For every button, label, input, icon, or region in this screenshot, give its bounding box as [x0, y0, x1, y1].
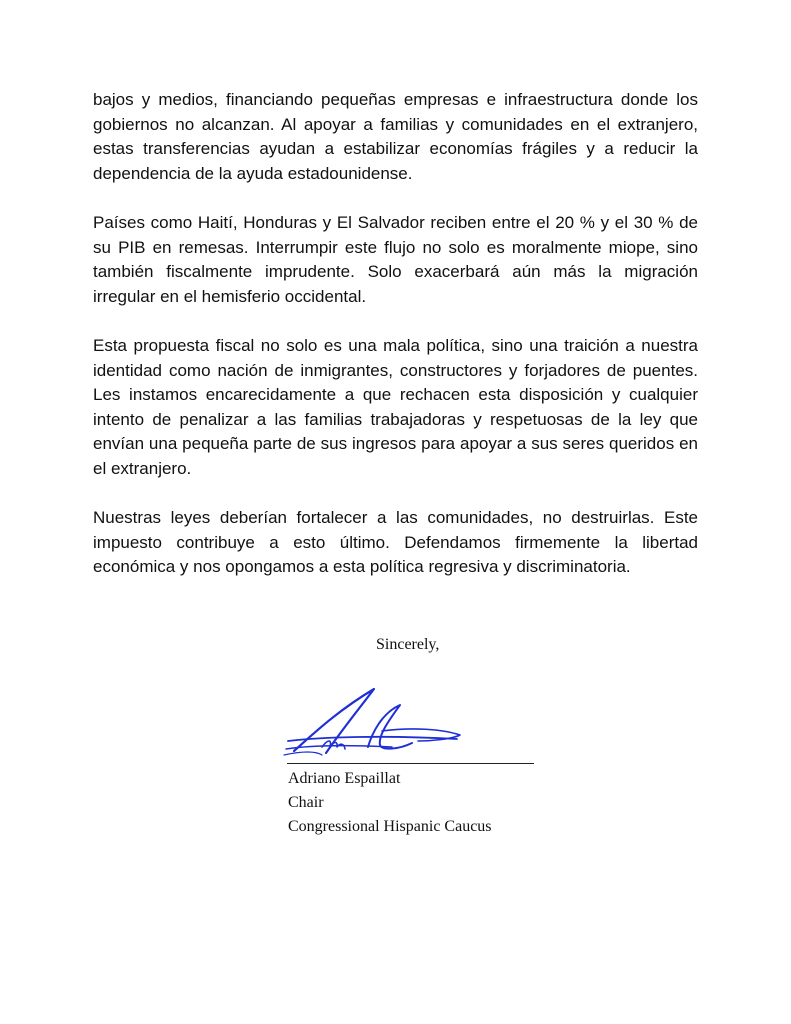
signer-title: Chair [288, 794, 324, 811]
closing-salutation: Sincerely, [376, 636, 440, 653]
paragraph-2: Países como Haití, Honduras y El Salvador reciben entre el 20 % y el 30 % de su PIB en remesas. Interrumpir este flujo no solo es moralmente miope, sino también fiscalmente imprudente. Solo exacerbará aún más la migración irregular en el hemisferio occidental. [93, 213, 698, 306]
signature-line [287, 763, 534, 764]
signer-organization: Congressional Hispanic Caucus [288, 818, 492, 835]
paragraph-4: Nuestras leyes deberían fortalecer a las comunidades, no destruirlas. Este impuesto contribuye a esto último. Defendamos firmemente la libertad económica y nos opongamos a esta política regresiva y discriminatoria. [93, 508, 698, 576]
signer-name: Adriano Espaillat [288, 770, 401, 787]
signer-block [288, 767, 492, 839]
paragraph-3: Esta propuesta fiscal no solo es una mala política, sino una traición a nuestra identidad como nación de inmigrantes, constructores y forjadores de puentes. Les instamos encarecidamente a que rechacen esta disposición y cualquier intento de penalizar a las familias trabajadoras y respetuosas de la ley que envían una pequeña parte de sus ingresos para apoyar a sus seres queridos en el extranjero. [93, 336, 698, 478]
paragraph-1: bajos y medios, financiando pequeñas empresas e infraestructura donde los gobiernos no alcanzan. Al apoyar a familias y comunidades en el extranjero, estas transferencias ayudan a estabilizar economías frágiles y a reducir la dependencia de la ayuda estadounidense. [93, 90, 698, 183]
handwritten-signature [282, 683, 468, 763]
letter-body [93, 88, 698, 605]
